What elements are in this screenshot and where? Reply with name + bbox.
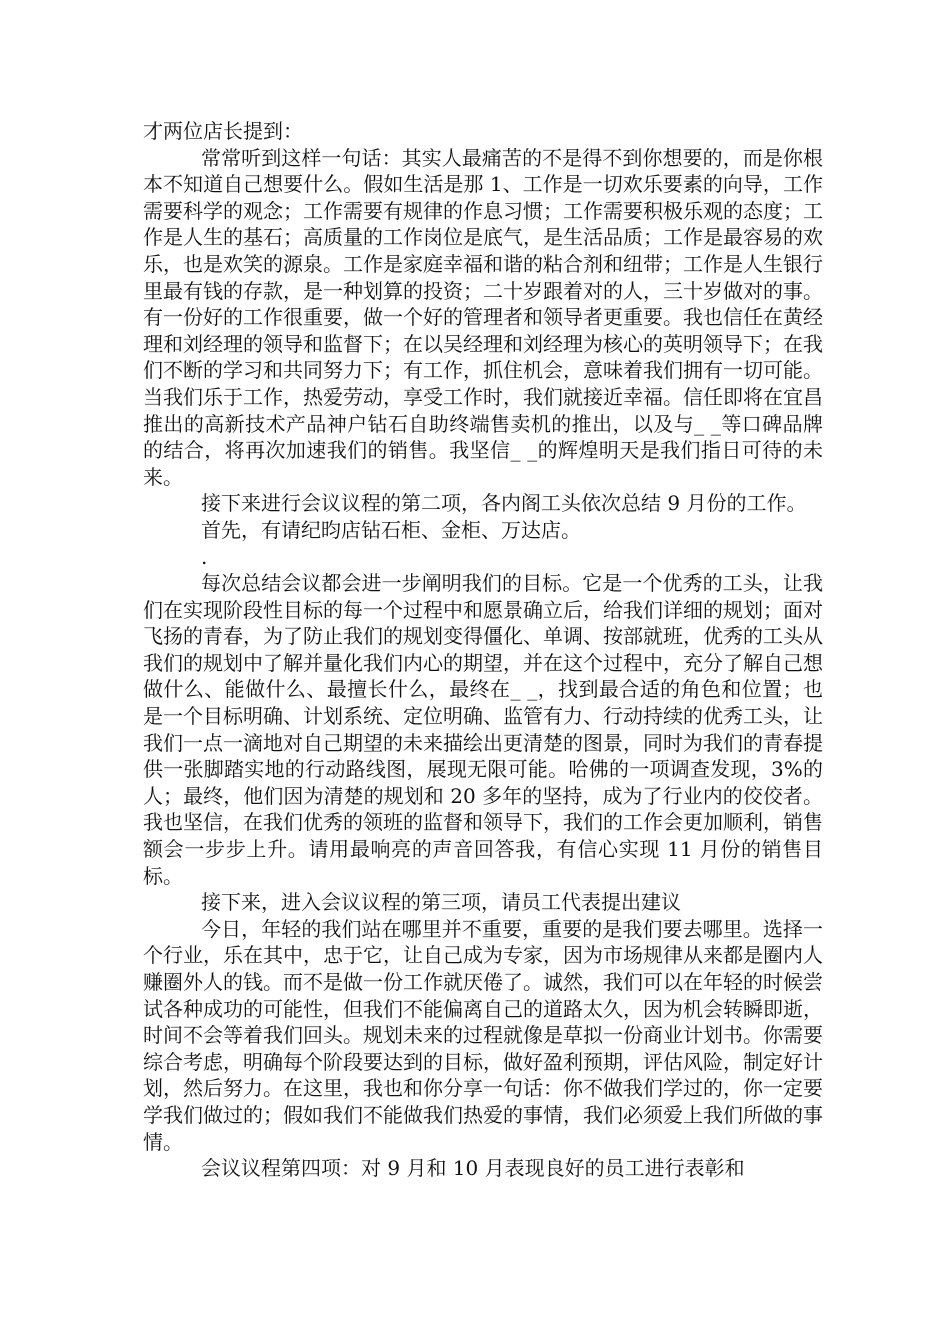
paragraph-dot: . xyxy=(201,544,208,569)
paragraph-career-advice: 今日，年轻的我们站在哪里并不重要，重要的是我们要去哪里。选择一个行业，乐在其中，忠于它，让自己成为专家，因为市场规律从来都是圈内人赚圈外人的钱。而不是做一份工作就厌倦了。诚然，我们可以在年轻的时候尝试各种成功的可能性，但我们不能偏离自己的道路太久，因为机会转瞬即逝，时间不会等着我们回头。规划未来的过程就像是草拟一份商业计划书。你需要综合考虑，明确每个阶段要达到的目标，做好盈利预期，评估风险，制定好计划，然后努力。在这里，我也和你分享一句话：你不做我们学过的，你一定要学我们做过的；假如我们不能做我们热爱的事情，我们必须爱上我们所做的事情。 xyxy=(143,916,823,1154)
paragraph-opening-line: 才两位店长提到： xyxy=(143,119,303,143)
paragraph-agenda-item-two: 接下来进行会议议程的第二项，各内阁工头依次总结 9 月份的工作。 xyxy=(201,491,807,516)
paragraph-agenda-item-three: 接下来，进入会议议程的第三项，请员工代表提出建议 xyxy=(201,890,681,915)
document-body xyxy=(143,118,823,1182)
paragraph-work-values: 常常听到这样一句话：其实人最痛苦的不是得不到你想要的，而是你根本不知道自己想要什么。假如生活是那 1、工作是一切欢乐要素的向导，工作需要科学的观念；工作需要有规律的作息习惯；工作需要积极乐观的态度；工作是人生的基石；高质量的工作岗位是底气，是生活品质；工作是最容易的欢乐，也是欢笑的源泉。工作是家庭幸福和谐的粘合剂和纽带；工作是人生银行里最有钱的存款，是一种划算的投资；二十岁跟着对的人，三十岁做对的事。有一份好的工作很重要，做一个好的管理者和领导者更重要。我也信任在黄经理和刘经理的领导和监督下；在以吴经理和刘经理为核心的英明领导下；在我们不断的学习和共同努力下；有工作，抓住机会，意味着我们拥有一切可能。当我们乐于工作，热爱劳动，享受工作时，我们就接近幸福。信任即将在宜昌推出的高新技术产品神户钻石自助终端售卖机的推出，以及与_ _等口碑品牌的结合，将再次加速我们的销售。我坚信_ _的辉煌明天是我们指日可待的未来。 xyxy=(143,145,823,489)
paragraph-first-store: 首先，有请纪昀店钻石柜、金柜、万达店。 xyxy=(201,517,581,542)
paragraph-agenda-item-four: 会议议程第四项：对 9 月和 10 月表现良好的员工进行表彰和 xyxy=(201,1156,745,1181)
paragraph-summary-goals: 每次总结会议都会进一步阐明我们的目标。它是一个优秀的工头，让我们在实现阶段性目标的每一个过程中和愿景确立后，给我们详细的规划；面对飞扬的青春，为了防止我们的规划变得僵化、单调、按部就班，优秀的工头从我们的规划中了解并量化我们内心的期望，并在这个过程中，充分了解自己想做什么、能做什么、最擅长什么，最终在_ _，找到最合适的角色和位置；也是一个目标明确、计划系统、定位明确、监管有力、行动持续的优秀工头，让我们一点一滴地对自己期望的未来描绘出更清楚的图景，同时为我们的青春提供一张脚踏实地的行动路线图，展现无限可能。哈佛的一项调查发现，3%的人；最终，他们因为清楚的规划和 20 多年的坚持，成为了行业内的佼佼者。我也坚信，在我们优秀的领班的监督和领导下，我们的工作会更加顺利，销售额会一步步上升。请用最响亮的声音回答我，有信心实现 11 月份的销售目标。 xyxy=(143,571,823,888)
